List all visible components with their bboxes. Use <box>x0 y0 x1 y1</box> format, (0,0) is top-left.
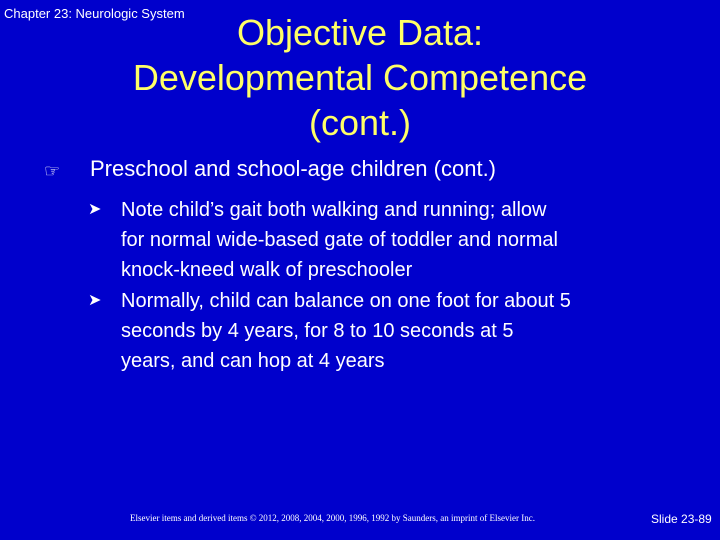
arrow-right-icon: ➤ <box>88 292 102 309</box>
subbullet-line: knock-kneed walk of preschooler <box>121 259 413 281</box>
chapter-label: Chapter 23: Neurologic System <box>4 6 185 21</box>
subbullet-line: for normal wide-based gate of toddler and normal <box>121 229 558 251</box>
subbullet-item <box>88 195 688 285</box>
pointing-hand-icon: ☞ <box>44 161 61 181</box>
subbullet-line: Normally, child can balance on one foot for about 5 <box>121 290 571 312</box>
subbullet-list <box>88 195 688 377</box>
subbullet-line: Note child’s gait both walking and running; allow <box>121 199 547 221</box>
slide-title <box>80 10 640 145</box>
subbullet-item <box>88 286 688 376</box>
arrow-right-icon: ➤ <box>88 201 102 218</box>
subbullet-line: years, and can hop at 4 years <box>121 350 385 372</box>
bullet-text: Preschool and school-age children (cont.) <box>90 156 497 181</box>
title-line: Objective Data: <box>236 12 484 53</box>
slide-number: Slide 23-89 <box>651 512 712 526</box>
title-line: Developmental Competence <box>132 57 588 98</box>
footer-copyright: Elsevier items and derived items © 2012, 2008, 2004, 2000, 1996, 1992 by Saunders, an imprint of Elsevier Inc. <box>130 513 536 523</box>
subbullet-line: seconds by 4 years, for 8 to 10 seconds at 5 <box>121 320 514 342</box>
title-line: (cont.) <box>308 102 412 143</box>
